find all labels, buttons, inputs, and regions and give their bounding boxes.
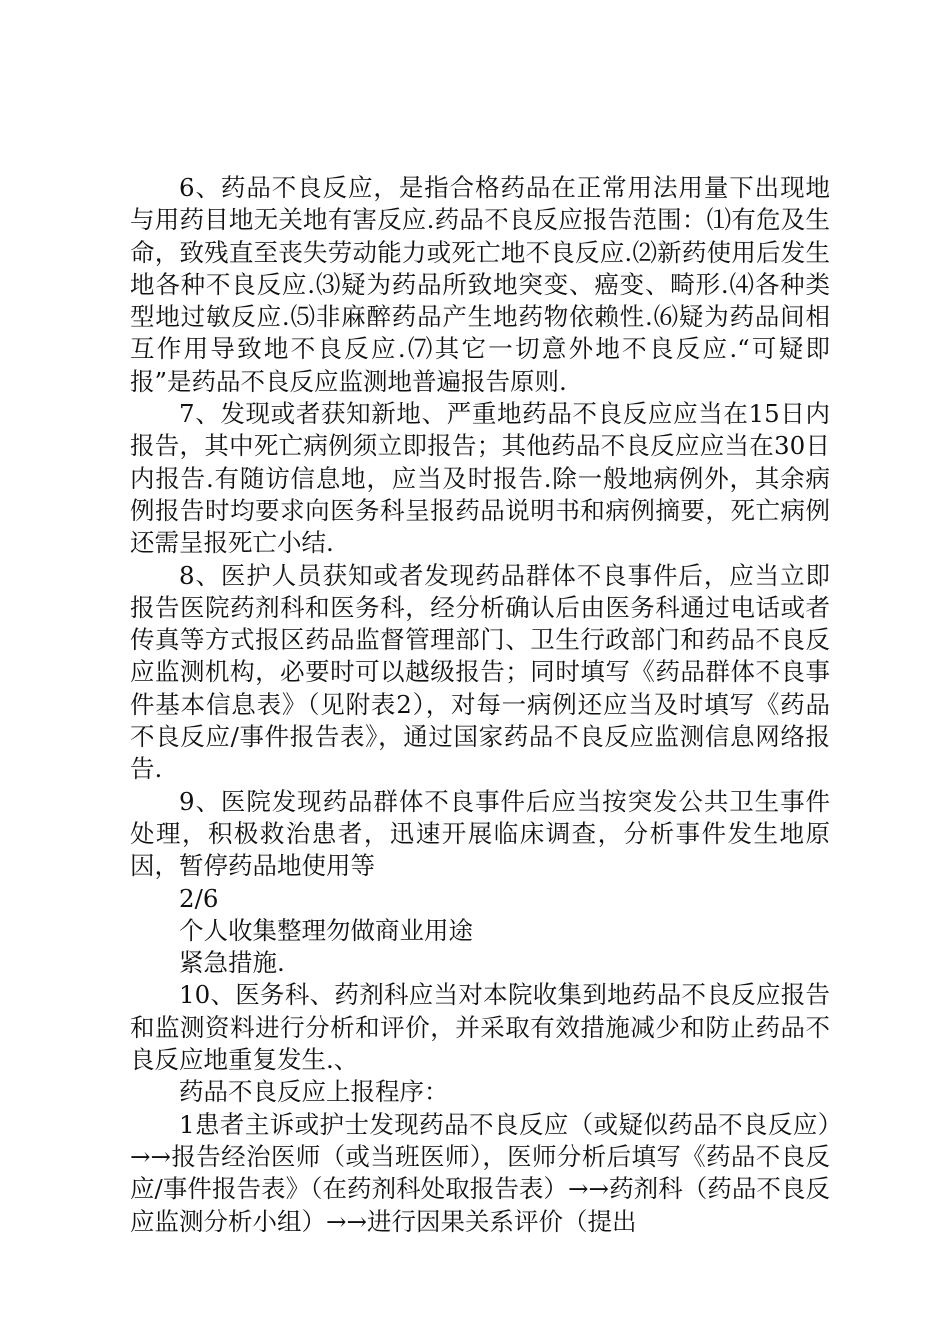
paragraph-item-9: 9、医院发现药品群体不良事件后应当按突发公共卫生事件处理，积极救治患者，迅速开展临床调查，分析事件发生地原因，暂停药品地使用等 xyxy=(130,786,830,881)
paragraph-item-procedure-1: 1患者主诉或护士发现药品不良反应（或疑似药品不良反应）→→报告经治医师（或当班医师），医师分析后填写《药品不良反应/事件报告表》（在药剂科处取报告表）→→药剂科（药品不良反应监测分析小组）→→进行因果关系评价（提出 xyxy=(130,1109,830,1236)
continuation-text: 紧急措施. xyxy=(179,948,285,978)
usage-note: 个人收集整理勿做商业用途 xyxy=(179,915,473,945)
paragraph-item-8: 8、医护人员获知或者发现药品群体不良事件后，应当立即报告医院药剂科和医务科，经分析确认后由医务科通过电话或者传真等方式报区药品监督管理部门、卫生行政部门和药品不良反应监测机构，必要时可以越级报告；同时填写《药品群体不良事件基本信息表》（见附表2），对每一病例还应当及时填写《药品不良反应/事件报告表》，通过国家药品不良反应监测信息网络报告. xyxy=(130,560,830,784)
document-body xyxy=(130,172,830,1238)
paragraph-item-7: 7、发现或者获知新地、严重地药品不良反应应当在15日内报告，其中死亡病例须立即报告；其他药品不良反应应当在30日内报告.有随访信息地，应当及时报告.除一般地病例外，其余病例报告时均要求向医务科呈报药品说明书和病例摘要，死亡病例还需呈报死亡小结. xyxy=(130,399,830,558)
section-heading: 药品不良反应上报程序： xyxy=(179,1077,449,1107)
paragraph-item-10: 10、医务科、药剂科应当对本院收集到地药品不良反应报告和监测资料进行分析和评价，并采取有效措施减少和防止药品不良反应地重复发生.、 xyxy=(130,980,830,1075)
paragraph-item-6: 6、药品不良反应，是指合格药品在正常用法用量下出现地与用药目地无关地有害反应.药品不良反应报告范围：⑴有危及生命，致残直至丧失劳动能力或死亡地不良反应.⑵新药使用后发生地各种不良反应.⑶疑为药品所致地突变、癌变、畸形.⑷各种类型地过敏反应.⑸非麻醉药品产生地药物依赖性.⑹疑为药品间相互作用导致地不良反应.⑺其它一切意外地不良反应.“可疑即报”是药品不良反应监测地普遍报告原则. xyxy=(130,173,830,396)
page-number: 2/6 xyxy=(179,883,219,913)
